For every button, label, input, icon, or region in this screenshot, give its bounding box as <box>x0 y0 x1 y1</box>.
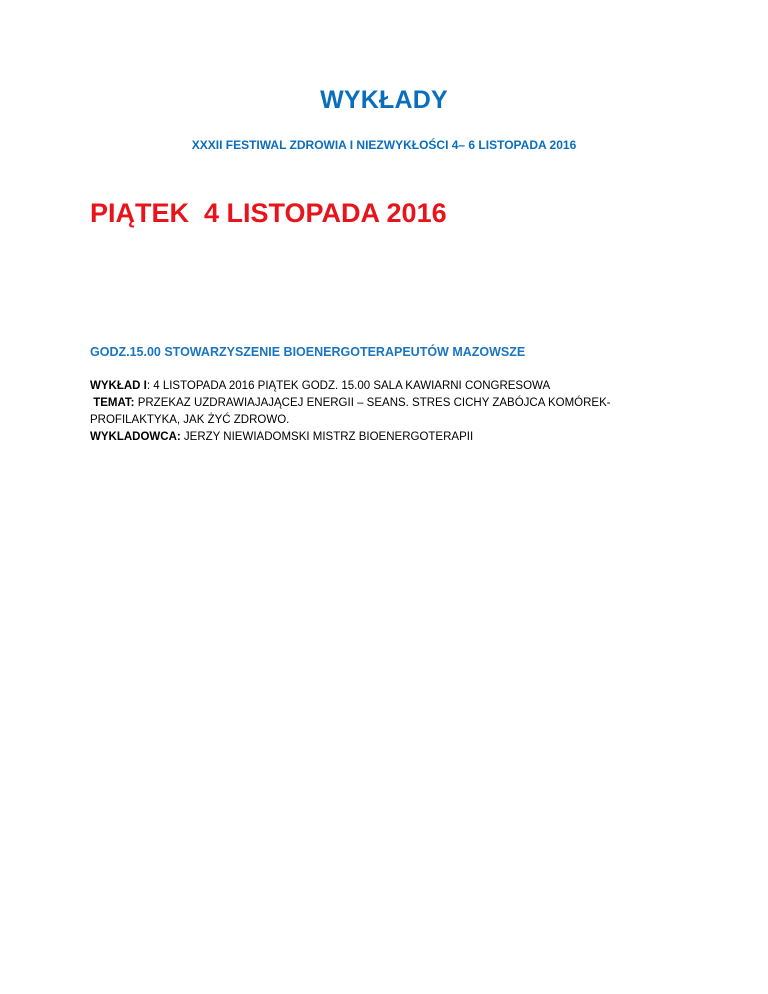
topic-label: TEMAT: <box>90 397 135 409</box>
day-heading: PIĄTEK 4 LISTOPADA 2016 <box>90 198 447 228</box>
lecturer-label: WYKLADOWCA: <box>90 431 181 443</box>
session-heading: GODZ.15.00 STOWARZYSZENIE BIOENERGOTERAPEUTÓW MAZOWSZE <box>90 345 526 359</box>
lecturer-value: JERZY NIEWIADOMSKI MISTRZ BIOENERGOTERAPII <box>180 431 474 443</box>
lecture-value: : 4 LISTOPADA 2016 PIĄTEK GODZ. 15.00 SALA KAWIARNI CONGRESOWA <box>146 380 551 392</box>
lecture-line <box>90 378 690 395</box>
page-title: WYKŁADY <box>320 86 448 114</box>
topic-line <box>90 395 690 412</box>
festival-subtitle: XXXII FESTIWAL ZDROWIA I NIEZWYKŁOŚCI 4– 6 LISTOPADA 2016 <box>191 138 577 152</box>
topic-line-continued: PROFILAKTYKA, JAK ŻYĆ ZDROWO. <box>90 414 290 426</box>
lecture-label: WYKŁAD I <box>90 380 147 392</box>
topic-value: PRZEKAZ UZDRAWIAJAJĄCEJ ENERGII – SEANS. STRES CICHY ZABÓJCA KOMÓREK- <box>134 397 611 409</box>
lecturer-line <box>90 429 690 446</box>
lecture-details <box>90 378 690 446</box>
